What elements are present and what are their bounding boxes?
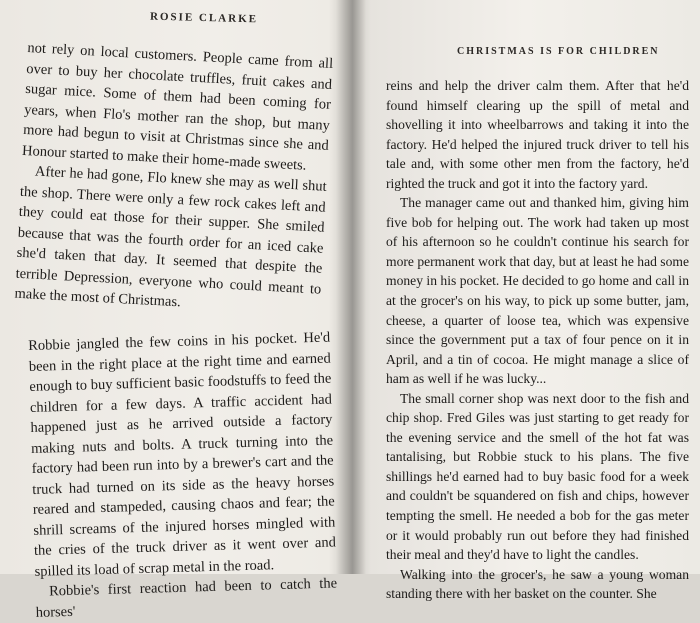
right-text (386, 76, 689, 604)
left-top-text (14, 38, 334, 320)
left-running-head: ROSIE CLARKE (149, 10, 259, 26)
paragraph: Walking into the grocer's, he saw a young woman standing there with her basket on the counter. She (386, 566, 689, 602)
paragraph: The manager came out and thanked him, giving him five bob for helping out. The work had taken up most of his afternoon so he couldn't continue his search for more permanent work that day, but at least he had some money in his pocket. He decided to go home and call in at the grocer's on his way, to pick up some butter, jam, cheese, a quarter of loose tea, which was expensive since the government put a tax of four pence on it in April, and a tin of cocoa. He might manage a slice of ham as well if he was lucky... (386, 195, 689, 387)
right-running-head: CHRISTMAS IS FOR CHILDREN (457, 46, 660, 57)
paragraph: After he had gone, Flo knew she may as well shut the shop. There were only a few rock cakes left and they could eat those for their supper. She smiled because that was the fourth order for an iced cake she'd taken that day. It seemed that despite the terrible Depression, everyone who could meant to make the most of Christmas. (14, 163, 328, 311)
paragraph: Robbie's first reaction had been to catch the horses' (35, 575, 338, 621)
paragraph: not rely on local customers. People came from all over to buy her chocolate truffles, fruit cakes and sugar mice. Some of them had been coming for years, when Flo's mother ran the shop, but many more had begun to visit at Christmas since she and Honour started to make their home-made sweets. (21, 39, 334, 174)
paragraph: The small corner shop was next door to the fish and chip shop. Fred Giles was just starting to get ready for the evening service and the smell of the hot fat was tantalising, but Robbie stuck to his plans. The five shillings he'd earned had to buy basic food for a week and couldn't be squandered on fish and chips, however tempting the smell. He needed a bob for the gas meter or it would probably run out before they had finished their meal and they'd have to light the candles. (386, 390, 689, 563)
left-bottom-text (28, 328, 338, 623)
left-page (0, 0, 345, 621)
right-page (372, 0, 700, 602)
book-gutter (336, 0, 366, 574)
paragraph: Robbie jangled the few coins in his pocket. He'd been in the right place at the right time and earned enough to buy sufficient basic foodstuffs to feed the children for a few days. A traffic accident had happened just as he arrived outside a factory making nuts and bolts. A truck turning into the factory had been run into by a brewer's cart and the truck had turned on its side as the heavy horses reared and stampeded, causing chaos and fear; the shrill screams of the injured horses mingled with the cries of the truck driver as it went over and spilled its load of scrap metal in the road. (28, 329, 337, 580)
paragraph: reins and help the driver calm them. After that he'd found himself clearing up the spill of metal and shovelling it into wheelbarrows and taking it into the factory. He'd helped the injured truck driver to tell his tale and, with some other men from the factory, he'd righted the truck and got it into the factory yard. (386, 78, 689, 191)
